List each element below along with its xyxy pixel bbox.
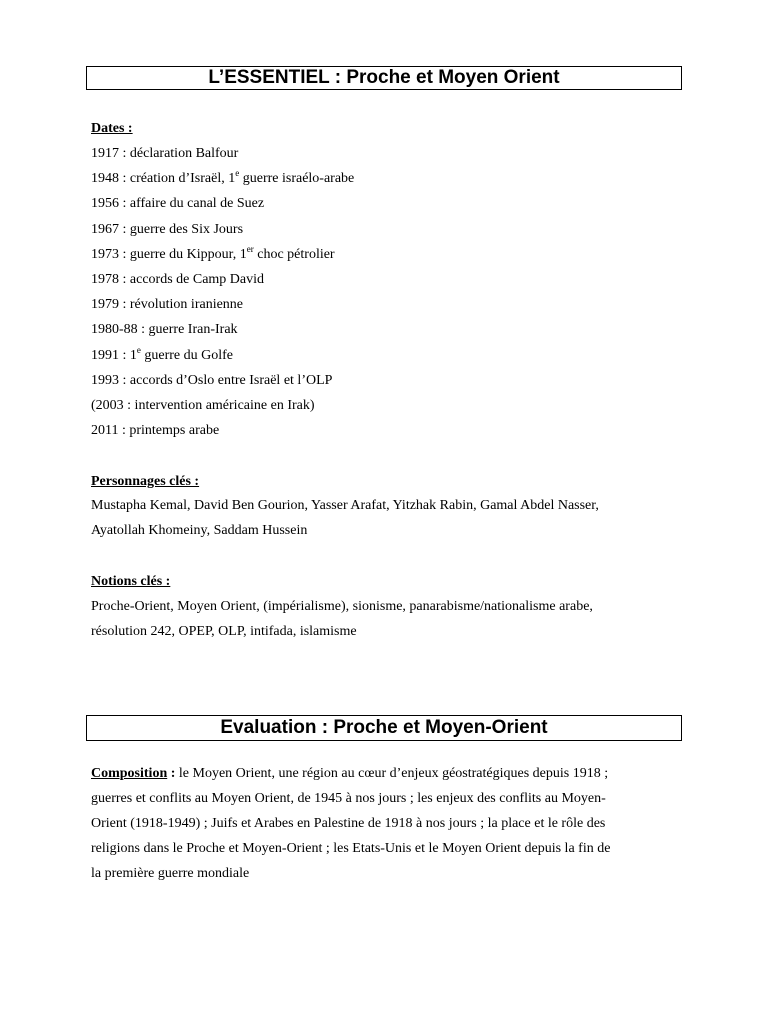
date-item [91, 344, 234, 364]
composition-heading: Composition [91, 766, 168, 781]
date-item [91, 243, 335, 263]
composition-first-line [91, 766, 608, 782]
personnages-line: Mustapha Kemal, David Ben Gourion, Yasser Arafat, Yitzhak Rabin, Gamal Abdel Nasser, [91, 498, 599, 513]
composition-line: la première guerre mondiale [91, 866, 250, 881]
evaluation-title: Evaluation : Proche et Moyen-Orient [86, 715, 682, 741]
date-text: 1956 : affaire du canal de Suez [91, 196, 265, 212]
date-text-cont: guerre israélo-arabe [239, 171, 355, 187]
date-text: 1967 : guerre des Six Jours [91, 221, 244, 237]
date-text-cont: choc pétrolier [253, 246, 335, 262]
essentiel-title: L’ESSENTIEL : Proche et Moyen Orient [86, 66, 682, 90]
date-text: 1980-88 : guerre Iran-Irak [91, 322, 238, 338]
date-text: (2003 : intervention américaine en Irak) [91, 398, 315, 413]
date-item [91, 398, 315, 414]
date-text: 1991 : 1 [91, 347, 137, 363]
notions-line: résolution 242, OPEP, OLP, intifada, islamisme [91, 624, 357, 639]
notions-heading: Notions clés : [91, 574, 171, 589]
ordinal-suffix: e [235, 168, 240, 179]
date-item [91, 146, 238, 162]
personnages-line: Ayatollah Khomeiny, Saddam Hussein [91, 523, 308, 538]
date-item [91, 322, 238, 338]
ordinal-suffix: e [136, 344, 141, 355]
date-text: 2011 : printemps arabe [91, 423, 220, 439]
date-text: 1993 : accords d’Oslo entre Israël et l’OLP [91, 372, 333, 388]
date-item [91, 373, 332, 389]
date-text: 1979 : révolution iranienne [91, 297, 244, 313]
date-text: 1917 : déclaration Balfour [91, 146, 239, 161]
composition-text: le Moyen Orient, une région au cœur d’enjeux géostratégiques depuis 1918 ; [175, 766, 609, 781]
composition-line: religions dans le Proche et Moyen-Orient ; les Etats-Unis et le Moyen Orient depuis la fin de [91, 841, 611, 856]
date-text: 1978 : accords de Camp David [91, 272, 265, 287]
date-item [91, 222, 243, 238]
ordinal-suffix: er [246, 243, 254, 254]
date-item [91, 196, 264, 212]
composition-line: guerres et conflits au Moyen Orient, de 1945 à nos jours ; les enjeux des conflits au Moyen- [91, 791, 606, 806]
date-item [91, 168, 355, 187]
date-item [91, 423, 219, 439]
date-text: 1948 : création d’Israël, 1 [91, 171, 236, 187]
notions-line: Proche-Orient, Moyen Orient, (impérialisme), sionisme, panarabisme/nationalisme arabe, [91, 599, 593, 614]
date-text: 1973 : guerre du Kippour, 1 [91, 246, 247, 262]
dates-heading: Dates : [91, 121, 133, 136]
composition-colon: : [167, 766, 176, 781]
date-text-cont: guerre du Golfe [140, 347, 234, 363]
personnages-heading: Personnages clés : [91, 474, 200, 489]
date-item [91, 272, 264, 288]
date-item [91, 297, 243, 313]
composition-line: Orient (1918-1949) ; Juifs et Arabes en Palestine de 1918 à nos jours ; la place et le rôle des [91, 816, 606, 831]
